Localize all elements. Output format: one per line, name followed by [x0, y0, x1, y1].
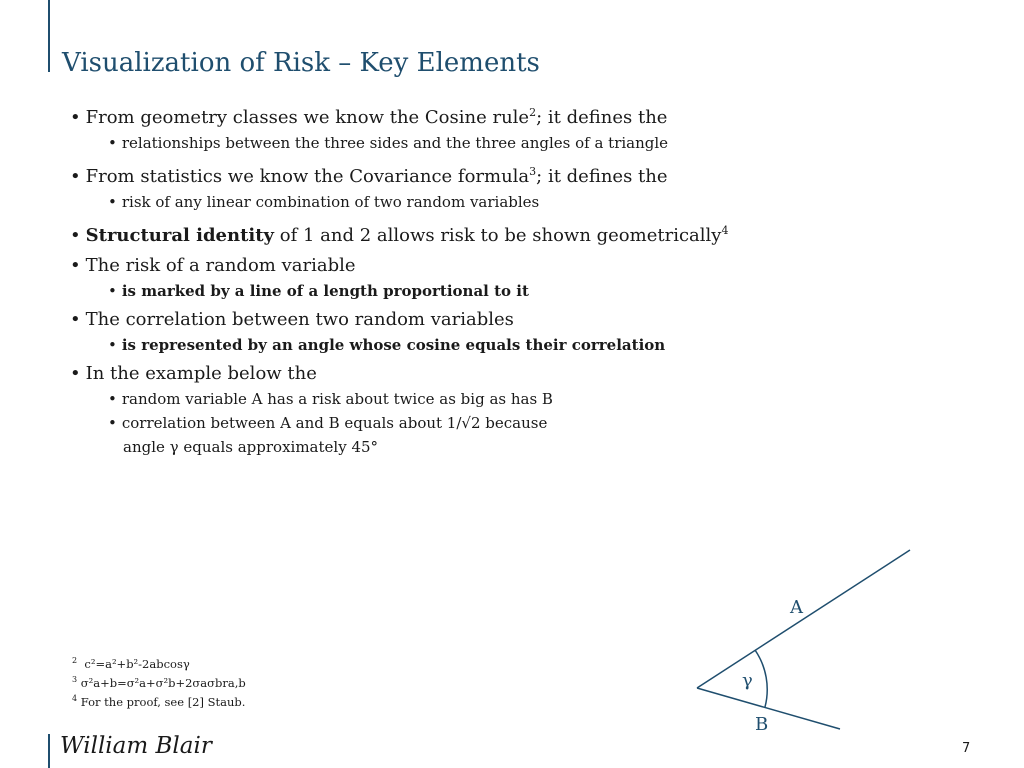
- bullet-structural-identity: • Structural identity of 1 and 2 allows risk to be shown geometrically$^4$: [70, 224, 729, 246]
- bullet-cosine-rule: • From geometry classes we know the Cosine rule$^2$; it defines the: [70, 106, 668, 128]
- sub-bullet-angle-cosine: • is represented by an angle whose cosine equals their correlation: [108, 336, 666, 354]
- line-a: [697, 550, 910, 688]
- sub-bullet-triangle: • relationships between the three sides and the three angles of a triangle: [108, 134, 669, 152]
- sub-bullet-angle-continuation: angle γ equals approximately 45°: [123, 438, 379, 456]
- bullet-risk: • The risk of a random variable: [70, 255, 356, 276]
- accent-bar-top: [48, 0, 50, 72]
- angle-diagram: [690, 540, 920, 740]
- bullet-covariance: • From statistics we know the Covariance formula$^3$; it defines the: [70, 165, 668, 187]
- sub-bullet-linear-combination: • risk of any linear combination of two random variables: [108, 193, 540, 211]
- william-blair-logo: William Blair: [60, 733, 212, 759]
- label-a: A: [790, 597, 803, 618]
- sub-bullet-line-length: • is marked by a line of a length proportional to it: [108, 282, 529, 300]
- sub-bullet-correlation-value: • correlation between A and B equals about 1/√2 because: [108, 414, 548, 432]
- footnotes: [72, 653, 246, 709]
- line-b: [697, 688, 840, 729]
- page-number: 7: [962, 741, 971, 756]
- footnote-4: $^4$ For the proof, see [2] Staub.: [72, 693, 246, 709]
- accent-bar-bottom: [48, 734, 50, 768]
- bullet-correlation: • The correlation between two random variables: [70, 309, 514, 330]
- angle-arc: [755, 650, 767, 707]
- footnote-3: $^3$ σ²a+b=σ²a+σ²b+2σaσbra,b: [72, 674, 246, 690]
- footnote-2: $^2$ c²=a²+b²-2abcosγ: [72, 656, 190, 671]
- sub-bullet-risk-twice: • random variable A has a risk about twice as big as has B: [108, 390, 553, 408]
- label-b: B: [755, 714, 769, 735]
- bullet-list: [70, 102, 790, 457]
- label-gamma: γ: [742, 670, 753, 691]
- bullet-example: • In the example below the: [70, 363, 317, 384]
- slide-title: Visualization of Risk – Key Elements: [62, 48, 540, 78]
